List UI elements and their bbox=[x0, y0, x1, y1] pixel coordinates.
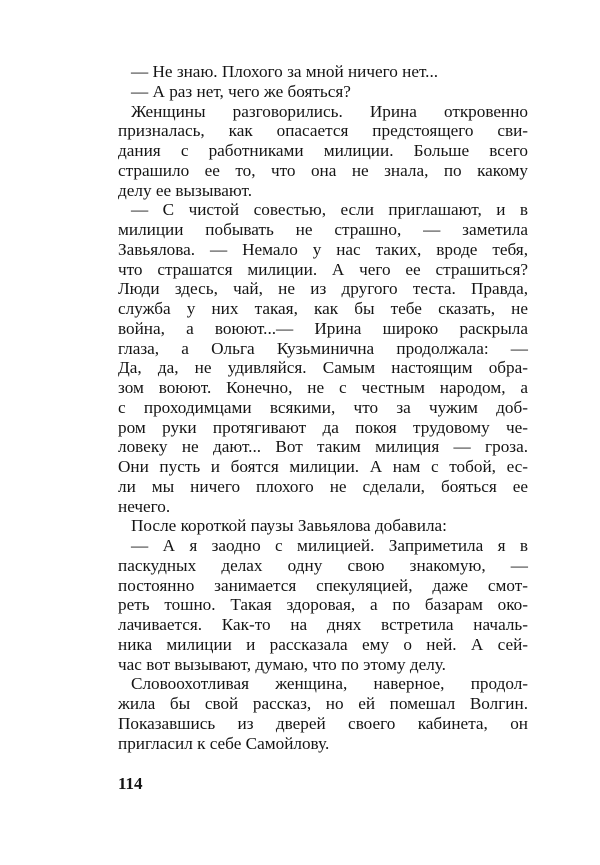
text-line: война, а воюют...— Ирина широко раскрыла bbox=[118, 318, 528, 338]
text-line: служба у них такая, как бы тебе сказать, не bbox=[118, 299, 528, 318]
text-line: реть тошно. Такая здоровая, а по базарам око- bbox=[118, 595, 528, 615]
text-line: ловеку не дают... Вот таким милиция — гроза. bbox=[118, 437, 528, 457]
text-line: глаза, а Ольга Кузьминична продолжала: — bbox=[118, 338, 528, 358]
text-line: — Не знаю. Плохого за мной ничего нет... bbox=[131, 62, 439, 81]
text-line: ли мы ничего плохого не сделали, бояться ее bbox=[118, 476, 528, 496]
text-line: паскудных делах одну свою знакомую, — bbox=[118, 555, 528, 575]
text-line: нечего. bbox=[118, 496, 171, 516]
text-line: Словоохотливая женщина, наверное, продол- bbox=[131, 674, 528, 694]
page-number: 114 bbox=[118, 774, 143, 793]
text-line: с проходимцами всякими, что за чужим доб- bbox=[118, 397, 528, 417]
text-line: — С чистой совестью, если приглашают, и в bbox=[131, 200, 528, 220]
text-line: постоянно занимается спекуляцией, даже смот- bbox=[118, 575, 528, 595]
text-line: делу ее вызывают. bbox=[118, 180, 253, 200]
page-body-text bbox=[118, 62, 528, 753]
text-line: пригласил к себе Самойлову. bbox=[118, 733, 330, 753]
text-line: милиции побывать не страшно, — заметила bbox=[118, 220, 528, 239]
text-line: Они пусть и боятся милиции. А нам с тобой, ес- bbox=[118, 457, 528, 476]
text-line: страшило ее то, что она не знала, по какому bbox=[118, 160, 528, 180]
text-line: — А я заодно с милицией. Заприметила я в bbox=[131, 536, 528, 555]
text-line: Показавшись из дверей своего кабинета, он bbox=[118, 713, 528, 733]
text-line: После короткой паузы Завьялова добавила: bbox=[131, 516, 447, 536]
text-line: ром руки протягивают да покоя трудовому че- bbox=[118, 417, 528, 437]
text-line: Завьялова. — Немало у нас таких, вроде тебя, bbox=[118, 239, 528, 259]
text-line: — А раз нет, чего же бояться? bbox=[131, 81, 351, 101]
text-line: призналась, как опасается предстоящего сви- bbox=[118, 121, 528, 141]
text-line: что страшатся милиции. А чего ее страшиться? bbox=[118, 259, 528, 279]
text-line: Да, да, не удивляйся. Самым настоящим обра- bbox=[118, 358, 528, 378]
text-line: ника милиции и рассказала ему о ней. А сей- bbox=[118, 634, 528, 654]
text-line: дания с работниками милиции. Больше всего bbox=[118, 141, 528, 160]
text-line: час вот вызывают, думаю, что по этому делу. bbox=[118, 654, 446, 674]
text-line: жила бы свой рассказ, но ей помешал Волгин. bbox=[118, 694, 528, 713]
text-line: лачивается. Как-то на днях встретила началь- bbox=[118, 615, 528, 634]
text-line: Женщины разговорились. Ирина откровенно bbox=[131, 101, 528, 121]
text-line: Люди здесь, чай, не из другого теста. Правда, bbox=[118, 279, 528, 299]
text-line: зом воюют. Конечно, не с честным народом, а bbox=[118, 378, 528, 397]
